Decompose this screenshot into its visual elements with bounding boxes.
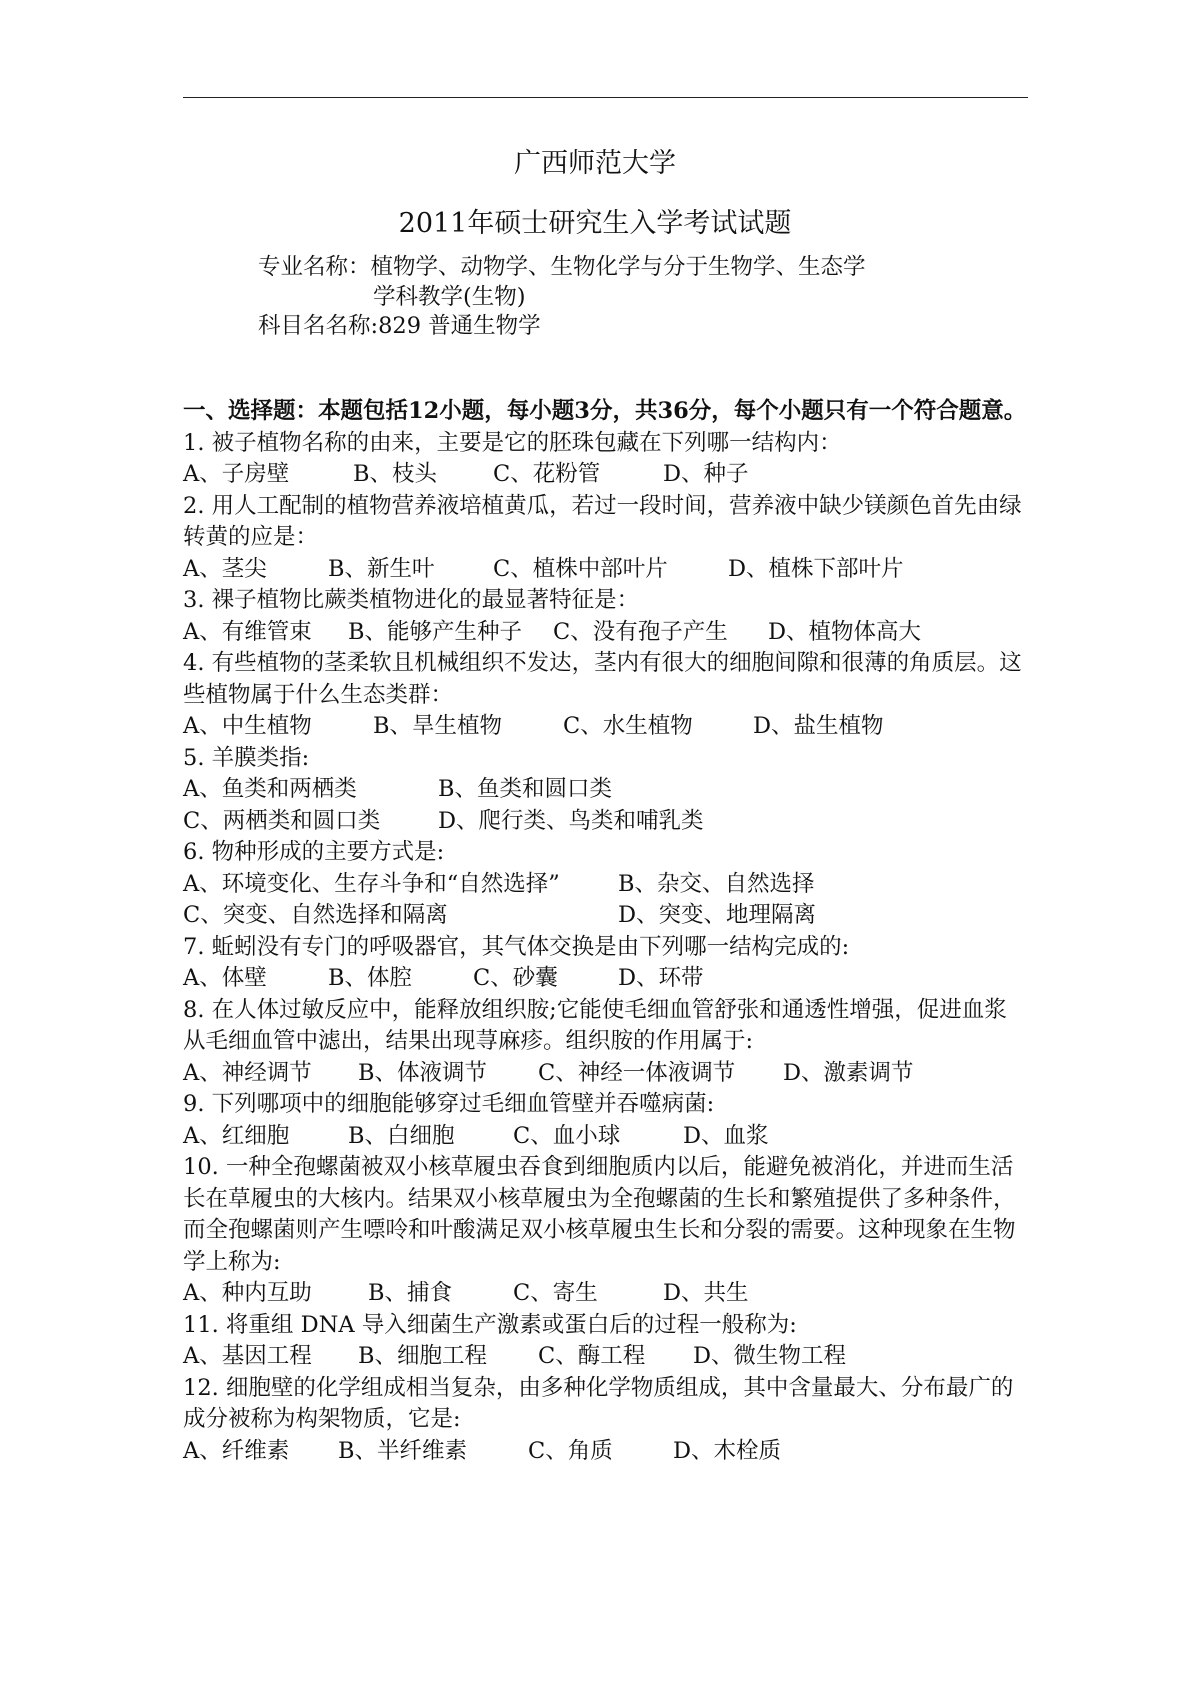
question-7-option-b: B、体腔 (328, 965, 413, 991)
question-3-options (183, 617, 1028, 649)
question-9-option-a: A、红细胞 (183, 1122, 290, 1149)
question-6-options (183, 900, 1028, 932)
question-5-option-a: A、鱼类和两栖类 (183, 776, 357, 802)
question-1-option-b: B、枝头 (353, 461, 438, 487)
question-5-option-c: C、两栖类和圆口类 (183, 807, 381, 834)
university-title: 广西师范大学 (514, 148, 676, 179)
question-5-option-d: D、爬行类、鸟类和哺乳类 (438, 807, 704, 834)
question-8-options (183, 1058, 1028, 1090)
question-12-stem: 12. 细胞壁的化学组成相当复杂，由多种化学物质组成，其中含量最大、分布最广的成分被称为构架物质，它是: (183, 1374, 1014, 1432)
question-6-stem: 6. 物种形成的主要方式是: (183, 839, 445, 865)
exam-title: 2011年硕士研究生入学考试试题 (398, 208, 792, 239)
major-line-1: 专业名称：植物学、动物学、生物化学与分于生物学、生态学 (258, 254, 866, 280)
question-1-options (183, 459, 1028, 491)
question-10-option-b: B、捕食 (368, 1280, 453, 1306)
question-1-option-c: C、花粉管 (493, 461, 601, 487)
question-7-stem: 7. 蚯蚓没有专门的呼吸器官，其气体交换是由下列哪一结构完成的: (183, 933, 850, 960)
question-3-stem: 3. 裸子植物比蕨类植物进化的最显著特征是： (183, 587, 640, 613)
question-9-option-b: B、白细胞 (348, 1122, 455, 1149)
question-6-option-d: D、突变、地理隔离 (618, 902, 817, 928)
question-12-option-b: B、半纤维素 (338, 1437, 468, 1464)
major-line-2: 学科教学(生物) (373, 284, 526, 310)
question-7-options (183, 963, 1028, 995)
question-8-option-c: C、神经一体液调节 (538, 1059, 736, 1086)
question-6-option-c: C、突变、自然选择和隔离 (183, 902, 448, 928)
question-3-option-a: A、有维管束 (183, 618, 312, 645)
question-4-option-a: A、中生植物 (183, 713, 312, 739)
question-8-option-d: D、激素调节 (783, 1059, 914, 1086)
question-11-option-b: B、细胞工程 (358, 1343, 488, 1369)
question-2-option-c: C、植株中部叶片 (493, 555, 668, 582)
question-11-option-c: C、酶工程 (538, 1343, 646, 1369)
question-11-option-a: A、基因工程 (183, 1343, 312, 1369)
question-8-option-a: A、神经调节 (183, 1059, 312, 1086)
question-11-stem: 11. 将重组 DNA 导入细菌生产激素或蛋白后的过程一般称为: (183, 1311, 797, 1338)
question-5-options (183, 806, 1028, 838)
question-12-option-a: A、纤维素 (183, 1437, 290, 1464)
question-2-option-a: A、茎尖 (183, 555, 267, 582)
question-8-option-b: B、体液调节 (358, 1059, 488, 1086)
question-12-options (183, 1436, 1028, 1468)
question-5-option-b: B、鱼类和圆口类 (438, 776, 613, 802)
question-10-option-d: D、共生 (663, 1280, 749, 1306)
question-6-option-a: A、环境变化、生存斗争和“自然选择” (183, 870, 560, 897)
question-4-option-b: B、旱生植物 (373, 713, 503, 739)
question-3-option-b: B、能够产生种子 (348, 618, 523, 645)
question-7-option-d: D、环带 (618, 965, 704, 991)
question-9-option-d: D、血浆 (683, 1122, 769, 1149)
section-heading: 一、选择题：本题包括12小题，每小题3分，共36分，每个小题只有一个符合题意。 (183, 398, 1027, 424)
question-2-options (183, 554, 1028, 586)
question-1-option-a: A、子房壁 (183, 461, 290, 487)
question-7-option-c: C、砂囊 (473, 965, 558, 991)
question-11-option-d: D、微生物工程 (693, 1343, 847, 1369)
question-12-option-c: C、角质 (528, 1437, 613, 1464)
question-7-option-a: A、体壁 (183, 965, 267, 991)
question-2-option-d: D、植株下部叶片 (728, 555, 904, 582)
question-5-stem: 5. 羊膜类指: (183, 744, 310, 771)
question-4-options (183, 711, 1028, 743)
question-8-stem: 8. 在人体过敏反应中，能释放组织胺;它能使毛细血管舒张和通透性增强，促进血浆从毛细血管中滤出，结果出现荨麻疹。组织胺的作用属于: (183, 996, 1007, 1054)
question-9-options (183, 1121, 1028, 1153)
question-4-stem: 4. 有些植物的茎柔软且机械组织不发达，茎内有很大的细胞间隙和很薄的角质层。这些植物属于什么生态类群： (183, 650, 1022, 708)
question-3-option-d: D、植物体高大 (768, 618, 922, 645)
question-6-option-b: B、杂交、自然选择 (618, 870, 815, 897)
question-10-stem: 10. 一种全孢螺菌被双小核草履虫吞食到细胞质内以后，能避免被消化，并进而生活长在草履虫的大核内。结果双小核草履虫为全孢螺菌的生长和繁殖提供了多种条件，而全孢螺菌则产生嘌呤和叶酸满足双小核草履虫生长和分裂的需要。这种现象在生物学上称为: (183, 1154, 1016, 1275)
subject-line: 科目名名称:829 普通生物学 (258, 313, 541, 339)
question-4-option-d: D、盐生植物 (753, 713, 884, 739)
question-4-option-c: C、水生植物 (563, 713, 693, 739)
question-11-options (183, 1341, 1028, 1373)
question-10-option-c: C、寄生 (513, 1280, 598, 1306)
question-1-option-d: D、种子 (663, 461, 749, 487)
header-rule (183, 97, 1028, 98)
question-6-options (183, 869, 1028, 901)
question-list (183, 428, 1028, 1468)
question-9-option-c: C、血小球 (513, 1122, 621, 1149)
question-9-stem: 9. 下列哪项中的细胞能够穿过毛细血管壁并吞噬病菌: (183, 1091, 715, 1117)
question-5-options (183, 774, 1028, 806)
question-12-option-d: D、木栓质 (673, 1437, 782, 1464)
question-10-options (183, 1278, 1028, 1310)
question-2-stem: 2. 用人工配制的植物营养液培植黄瓜，若过一段时间，营养液中缺少镁颜色首先由绿转黄的应是： (183, 492, 1022, 550)
question-1-stem: 1. 被子植物名称的由来，主要是它的胚珠包藏在下列哪一结构内： (183, 429, 842, 456)
question-2-option-b: B、新生叶 (328, 555, 435, 582)
question-3-option-c: C、没有孢子产生 (553, 618, 728, 645)
question-section (183, 396, 1028, 1467)
question-10-option-a: A、种内互助 (183, 1280, 312, 1306)
